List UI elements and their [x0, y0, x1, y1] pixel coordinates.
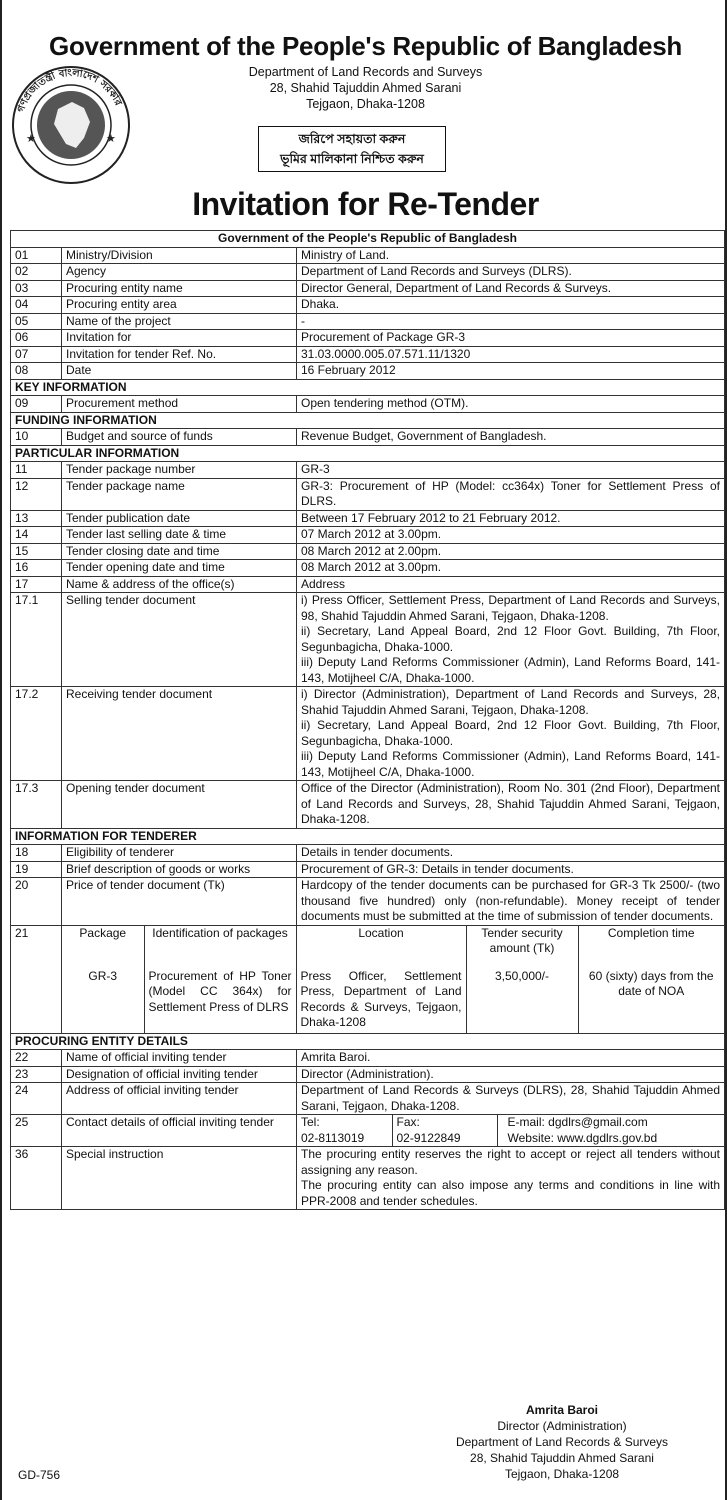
- slogan-line-2: ভূমির মালিকানা নিশ্চিত করুন: [280, 152, 424, 166]
- package-value: Procurement of HP Toner (Model CC 364x) for Settlement Press of DLRS: [144, 957, 296, 1033]
- table-row: [11, 878, 725, 926]
- contact-values: [297, 1115, 724, 1146]
- table-row: [11, 1083, 725, 1115]
- signature-block: [412, 1402, 712, 1482]
- row-number: 36: [11, 1147, 62, 1210]
- package-row: [11, 925, 725, 1033]
- row-value: GR-3: Procurement of HP (Model: cc364x) Toner for Settlement Press of DLRS.: [297, 478, 725, 510]
- row-number: 21: [11, 925, 62, 1033]
- row-label: Tender opening date and time: [62, 560, 297, 577]
- package-header: Completion time: [578, 926, 724, 957]
- row-label: Invitation for: [62, 330, 297, 347]
- row-label: Price of tender document (Tk): [62, 878, 297, 926]
- row-value: The procuring entity reserves the right to accept or reject all tenders without assigning any reason. The procuring entity can also impose any terms and conditions in line with PPR-2008 and tender schedules.: [297, 1147, 725, 1210]
- contact-online: [497, 1115, 724, 1146]
- row-value: Department of Land Records and Surveys (DLRS).: [297, 264, 725, 281]
- row-number: 17.2: [11, 687, 62, 781]
- package-header: Identification of packages: [144, 926, 296, 957]
- table-caption: Government of the People's Republic of Bangladesh: [11, 231, 725, 248]
- table-caption-row: [11, 231, 725, 248]
- row-number: 07: [11, 346, 62, 363]
- contact-cell: [297, 1115, 725, 1147]
- table-row: [11, 297, 725, 314]
- row-label: Name of official inviting tender: [62, 1050, 297, 1067]
- table-row: [11, 687, 725, 781]
- row-value: Ministry of Land.: [297, 247, 725, 264]
- table-row: [11, 593, 725, 687]
- row-value: Dhaka.: [297, 297, 725, 314]
- row-value: Details in tender documents.: [297, 845, 725, 862]
- row-number: 22: [11, 1050, 62, 1067]
- row-value: i) Press Officer, Settlement Press, Department of Land Records and Surveys, 98, Shahid Tajuddin Ahmed Sarani, Tejgaon, Dhaka-1208. ii) Secretary, Land Appeal Board, 2nd 12 Floor Govt. Building, 7th Floor, Segunbagicha, Dhaka-1000. iii) Deputy Land Reforms Commissioner (Admin), Land Reforms Board, 141-143, Motijheel C/A, Dhaka-1000.: [297, 593, 725, 687]
- row-label: Selling tender document: [62, 593, 297, 687]
- row-label: Special instruction: [62, 1147, 297, 1210]
- package-table: [62, 926, 724, 1033]
- row-value: 16 February 2012: [297, 363, 725, 380]
- table-row: [11, 1050, 725, 1067]
- contact-row: [11, 1115, 725, 1147]
- row-number: 17: [11, 576, 62, 593]
- row-value: Amrita Baroi.: [297, 1050, 725, 1067]
- row-value: Between 17 February 2012 to 21 February 2012.: [297, 510, 725, 527]
- section-funding-information-row: [11, 412, 725, 429]
- row-label: Procuring entity name: [62, 280, 297, 297]
- package-header: Tender security amount (Tk): [466, 926, 578, 957]
- row-label: Contact details of official inviting tender: [62, 1115, 297, 1147]
- row-label: Receiving tender document: [62, 687, 297, 781]
- row-label: Opening tender document: [62, 781, 297, 829]
- table-row: [11, 781, 725, 829]
- table-row: [11, 1066, 725, 1083]
- row-number: 06: [11, 330, 62, 347]
- row-value: -: [297, 313, 725, 330]
- row-value: Address: [297, 576, 725, 593]
- contact-email: E-mail: dgdlrs@gmail.com: [507, 1115, 648, 1129]
- row-value: GR-3: [297, 462, 725, 479]
- row-number: 08: [11, 363, 62, 380]
- table-row: [11, 527, 725, 544]
- government-title: Government of the People's Republic of Bangladesh: [49, 31, 682, 61]
- row-number: 17.1: [11, 593, 62, 687]
- section-particular-information: PARTICULAR INFORMATION: [11, 445, 725, 462]
- department-street: 28, Shahid Tajuddin Ahmed Sarani: [269, 81, 462, 95]
- row-value: 08 March 2012 at 2.00pm.: [297, 543, 725, 560]
- table-row: [11, 1147, 725, 1210]
- contact-table: [297, 1115, 724, 1146]
- row-number: 14: [11, 527, 62, 544]
- row-number: 17.3: [11, 781, 62, 829]
- row-value: Director General, Department of Land Records & Surveys.: [297, 280, 725, 297]
- department-name: Department of Land Records and Surveys: [248, 65, 483, 79]
- row-label: Agency: [62, 264, 297, 281]
- notice-title: Invitation for Re-Tender: [192, 186, 539, 222]
- row-number: 23: [11, 1066, 62, 1083]
- section-particular-information-row: [11, 445, 725, 462]
- row-label: Address of official inviting tender: [62, 1083, 297, 1115]
- package-value: 3,50,000/-: [466, 957, 578, 1033]
- row-label: Brief description of goods or works: [62, 861, 297, 878]
- contact-tel: [297, 1115, 392, 1146]
- row-number: 03: [11, 280, 62, 297]
- table-row: [11, 247, 725, 264]
- slogan-line-1: জরিপে সহায়তা করুন: [298, 132, 406, 146]
- tender-details-table: [10, 230, 725, 1210]
- table-row: [11, 330, 725, 347]
- section-information-for-tenderer: INFORMATION FOR TENDERER: [11, 828, 725, 845]
- section-procuring-entity-details-row: [11, 1033, 725, 1050]
- row-number: 01: [11, 247, 62, 264]
- row-number: 13: [11, 510, 62, 527]
- package-header-row: [62, 926, 724, 957]
- package-header: Package: [79, 925, 127, 940]
- section-funding-information: FUNDING INFORMATION: [11, 412, 725, 429]
- row-value: 31.03.0000.005.07.571.11/1320: [297, 346, 725, 363]
- section-procuring-entity-details: PROCURING ENTITY DETAILS: [11, 1033, 725, 1050]
- row-value: Department of Land Records & Surveys (DLRS), 28, Shahid Tajuddin Ahmed Sarani, Tejgaon, Dhaka-1208.: [297, 1083, 725, 1115]
- row-value: Procurement of GR-3: Details in tender documents.: [297, 861, 725, 878]
- row-label: Procurement method: [62, 396, 297, 413]
- row-label: Name of the project: [62, 313, 297, 330]
- table-row: [11, 462, 725, 479]
- row-label: Procuring entity area: [62, 297, 297, 314]
- section-information-for-tenderer-row: [11, 828, 725, 845]
- row-value: Director (Administration).: [297, 1066, 725, 1083]
- row-value: 08 March 2012 at 3.00pm.: [297, 560, 725, 577]
- contact-website: Website: www.dgdlrs.gov.bd: [507, 1130, 658, 1145]
- svg-text:★: ★: [106, 133, 116, 145]
- table-row: [11, 560, 725, 577]
- department-city: Tejgaon, Dhaka-1208: [306, 97, 425, 111]
- signatory-city: Tejgaon, Dhaka-1208: [504, 1467, 620, 1481]
- row-value: Revenue Budget, Government of Bangladesh.: [297, 429, 725, 446]
- package-cell: [62, 925, 725, 1033]
- row-number: 18: [11, 845, 62, 862]
- row-label: Eligibility of tenderer: [62, 845, 297, 862]
- section-key-information: KEY INFORMATION: [11, 379, 725, 396]
- signatory-name: Amrita Baroi: [525, 1403, 599, 1417]
- row-number: 04: [11, 297, 62, 314]
- signatory-department: Department of Land Records & Surveys: [455, 1435, 669, 1449]
- row-label: Tender publication date: [62, 510, 297, 527]
- table-row: [11, 861, 725, 878]
- row-value: Open tendering method (OTM).: [297, 396, 725, 413]
- row-label: Invitation for tender Ref. No.: [62, 346, 297, 363]
- table-row: [11, 313, 725, 330]
- row-label: Tender package number: [62, 462, 297, 479]
- table-row: [11, 429, 725, 446]
- fax-label: Fax:: [396, 1115, 420, 1129]
- table-row: [11, 396, 725, 413]
- table-row: [11, 845, 725, 862]
- row-number: 24: [11, 1083, 62, 1115]
- row-value: Office of the Director (Administration), Room No. 301 (2nd Floor), Department of Land Records and Surveys, 28, Shahid Tajuddin Ahmed Sarani, Tejgaon, Dhaka-1208.: [297, 781, 725, 829]
- tel-label: Tel:: [301, 1115, 320, 1129]
- row-label: Name & address of the office(s): [62, 576, 297, 593]
- slogan-box: [258, 126, 446, 172]
- signatory-street: 28, Shahid Tajuddin Ahmed Sarani: [470, 1451, 654, 1465]
- signatory-designation: Director (Administration): [497, 1419, 627, 1433]
- row-number: 02: [11, 264, 62, 281]
- table-row: [11, 543, 725, 560]
- package-header: Location: [296, 926, 466, 957]
- svg-text:★: ★: [26, 133, 36, 145]
- row-value: 07 March 2012 at 3.00pm.: [297, 527, 725, 544]
- row-number: 05: [11, 313, 62, 330]
- section-key-information-row: [11, 379, 725, 396]
- row-label: Tender last selling date & time: [62, 527, 297, 544]
- table-row: [11, 576, 725, 593]
- row-label: Ministry/Division: [62, 247, 297, 264]
- package-value: 60 (sixty) days from the date of NOA: [578, 957, 724, 1033]
- notice-header: [2, 0, 725, 230]
- row-number: 16: [11, 560, 62, 577]
- tel-number: 02-8113019: [301, 1130, 365, 1145]
- table-row: [11, 363, 725, 380]
- row-number: 19: [11, 861, 62, 878]
- table-row: [11, 264, 725, 281]
- table-row: [11, 510, 725, 527]
- row-number: 20: [11, 878, 62, 926]
- row-number: 15: [11, 543, 62, 560]
- row-number: 25: [11, 1115, 62, 1147]
- package-value-row: [62, 957, 724, 1033]
- row-label: Budget and source of funds: [62, 429, 297, 446]
- table-row: [11, 478, 725, 510]
- table-row: [11, 280, 725, 297]
- row-label: Designation of official inviting tender: [62, 1066, 297, 1083]
- package-value: GR-3: [88, 968, 118, 983]
- department-address: [2, 64, 727, 112]
- row-number: 09: [11, 396, 62, 413]
- notice-code: GD-756: [18, 1468, 61, 1482]
- row-label: Tender closing date and time: [62, 543, 297, 560]
- row-number: 10: [11, 429, 62, 446]
- row-value: Procurement of Package GR-3: [297, 330, 725, 347]
- table-row: [11, 346, 725, 363]
- row-number: 11: [11, 462, 62, 479]
- contact-fax: [392, 1115, 497, 1146]
- row-value: Hardcopy of the tender documents can be purchased for GR-3 Tk 2500/- (two thousand five hundred) only (non-refundable). Money receipt of tender documents must be submitted at the time of submission of tender documents.: [297, 878, 725, 926]
- row-label: Date: [62, 363, 297, 380]
- seal-text: গণপ্রজাতন্ত্রী বাংলাদেশ সরকার: [15, 67, 124, 114]
- package-value: Press Officer, Settlement Press, Department of Land Records & Surveys, Tejgaon, Dhaka-1208: [296, 957, 466, 1033]
- row-number: 12: [11, 478, 62, 510]
- row-label: Tender package name: [62, 478, 297, 510]
- row-value: i) Director (Administration), Department of Land Records and Surveys, 28, Shahid Tajuddin Ahmed Sarani, Tejgaon, Dhaka-1208. ii) Secretary, Land Appeal Board, 2nd 12 Floor Govt. Building, 7th Floor, Segunbagicha, Dhaka-1000. iii) Deputy Land Reforms Commissioner (Admin), Land Reforms Board, 141-143, Motijheel C/A, Dhaka-1000.: [297, 687, 725, 781]
- fax-number: 02-9122849: [396, 1130, 461, 1145]
